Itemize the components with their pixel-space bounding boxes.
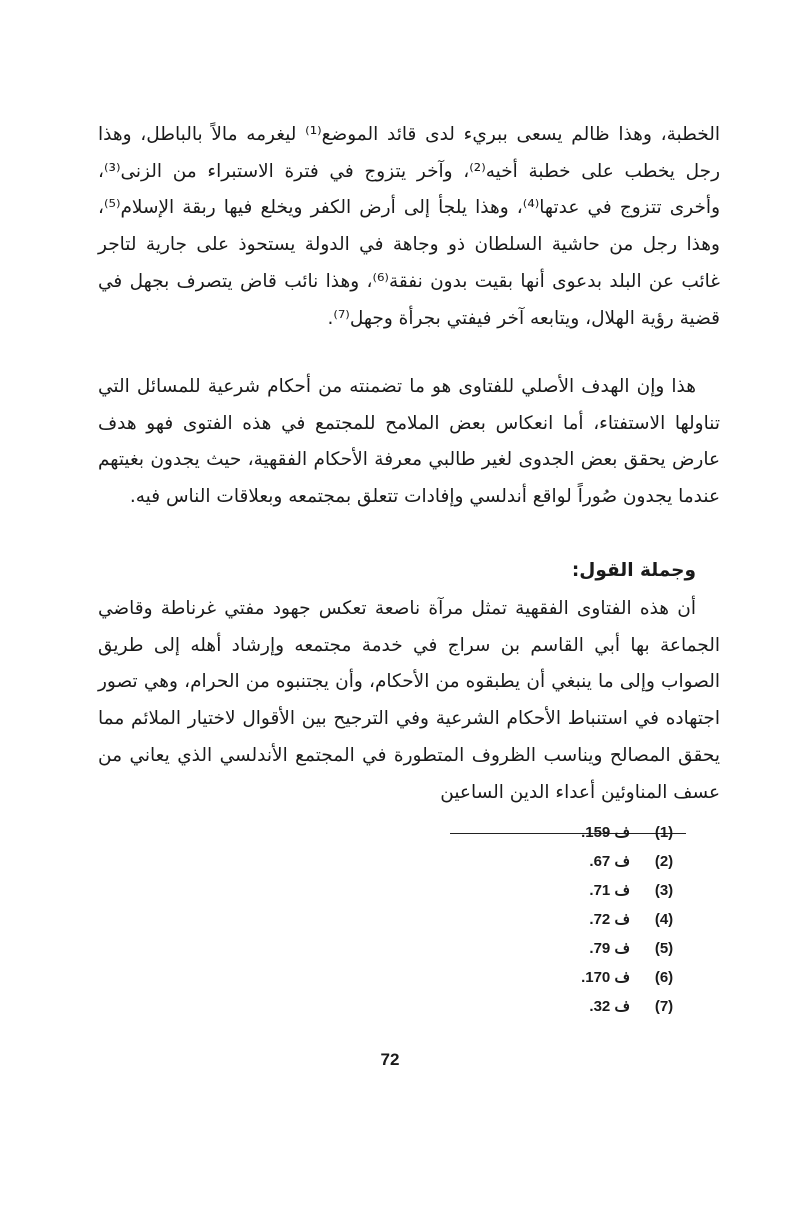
- footnote-item: [440, 937, 684, 959]
- footnote-item: [440, 821, 684, 843]
- footnote-text: ف 32.: [589, 998, 630, 1015]
- footnote-number: (5): [654, 939, 674, 957]
- footnote-number: (4): [654, 910, 674, 928]
- footnote-number: (1): [654, 823, 674, 841]
- body-paragraph-2: [98, 369, 720, 516]
- footnote-number: (7): [654, 997, 674, 1015]
- footnote-item: [440, 879, 684, 901]
- footnote-item: [440, 850, 684, 872]
- page-number: 72: [380, 1050, 400, 1069]
- paragraph-text: الخطبة، وهذا ظالم يسعى ببريء لدى قائد الموضع⁽¹⁾ ليغرمه مالاً بالباطل، وهذا رجل يخطب على خطبة أخيه⁽²⁾، وآخر يتزوج في فترة الاستبراء من الزنى⁽³⁾، وأخرى تتزوج في عدتها⁽⁴⁾، وهذا يلجأ إلى أرض الكفر ويخلع فيها ربقة الإسلام⁽⁵⁾، وهذا رجل من حاشية السلطان ذو وجاهة في الدولة يستحوذ على جارية لتاجر غائب عن البلد بدعوى أنها بقيت بدون نفقة⁽⁶⁾، وهذا نائب قاض يتصرف بجهل في قضية رؤية الهلال، ويتابعه آخر فيفتي بجرأة وجهل⁽⁷⁾.: [98, 124, 720, 329]
- footnote-number: (2): [654, 852, 674, 870]
- footnote-text: ف 79.: [589, 940, 630, 957]
- footnote-text: ف 67.: [589, 853, 630, 870]
- footnote-text: ف 71.: [589, 882, 630, 899]
- body-paragraph-3: [98, 591, 720, 811]
- section-heading: [98, 553, 720, 590]
- body-paragraph-1: [98, 117, 720, 337]
- footnote-text: ف 159.: [581, 824, 630, 841]
- heading-text: وجملة القول:: [571, 560, 696, 581]
- footnote-text: ف 170.: [581, 969, 630, 986]
- footnote-item: [440, 908, 684, 930]
- footnote-item: [440, 995, 684, 1017]
- paragraph-text: أن هذه الفتاوى الفقهية تمثل مرآة ناصعة تعكس جهود مفتي غرناطة وقاضي الجماعة بها أبي القاسم بن سراج في خدمة مجتمعه وإرشاد أهله إلى طريق الصواب وإلى ما ينبغي أن يطبقوه من الأحكام، وأن يجتنبوه من الحرام، وهي تصور اجتهاده في استنباط الأحكام الشرعية وفي الترجيح بين الأقوال لاختيار الملائم مما يحقق المصالح ويناسب الظروف المتطورة في المجتمع الأندلسي الذي يعاني من عسف المناوئين أعداء الدين الساعين: [98, 598, 720, 803]
- footnote-text: ف 72.: [589, 911, 630, 928]
- paragraph-text: هذا وإن الهدف الأصلي للفتاوى هو ما تضمنته من أحكام شرعية للمسائل التي تناولها الاستفتاء، أما انعكاس بعض الملامح للمجتمع في هذه الفتوى فهو هدف عارض يحقق بعض الجدوى لغير طالبي معرفة الأحكام الفقهية، حيث يجدون بغيتهم عندما يجدون صُوراً لواقع أندلسي وإفادات تتعلق بمجتمعه وبعلاقات الناس فيه.: [98, 376, 720, 508]
- footnote-number: (3): [654, 881, 674, 899]
- footnote-number: (6): [654, 968, 674, 986]
- footnote-item: [440, 966, 684, 988]
